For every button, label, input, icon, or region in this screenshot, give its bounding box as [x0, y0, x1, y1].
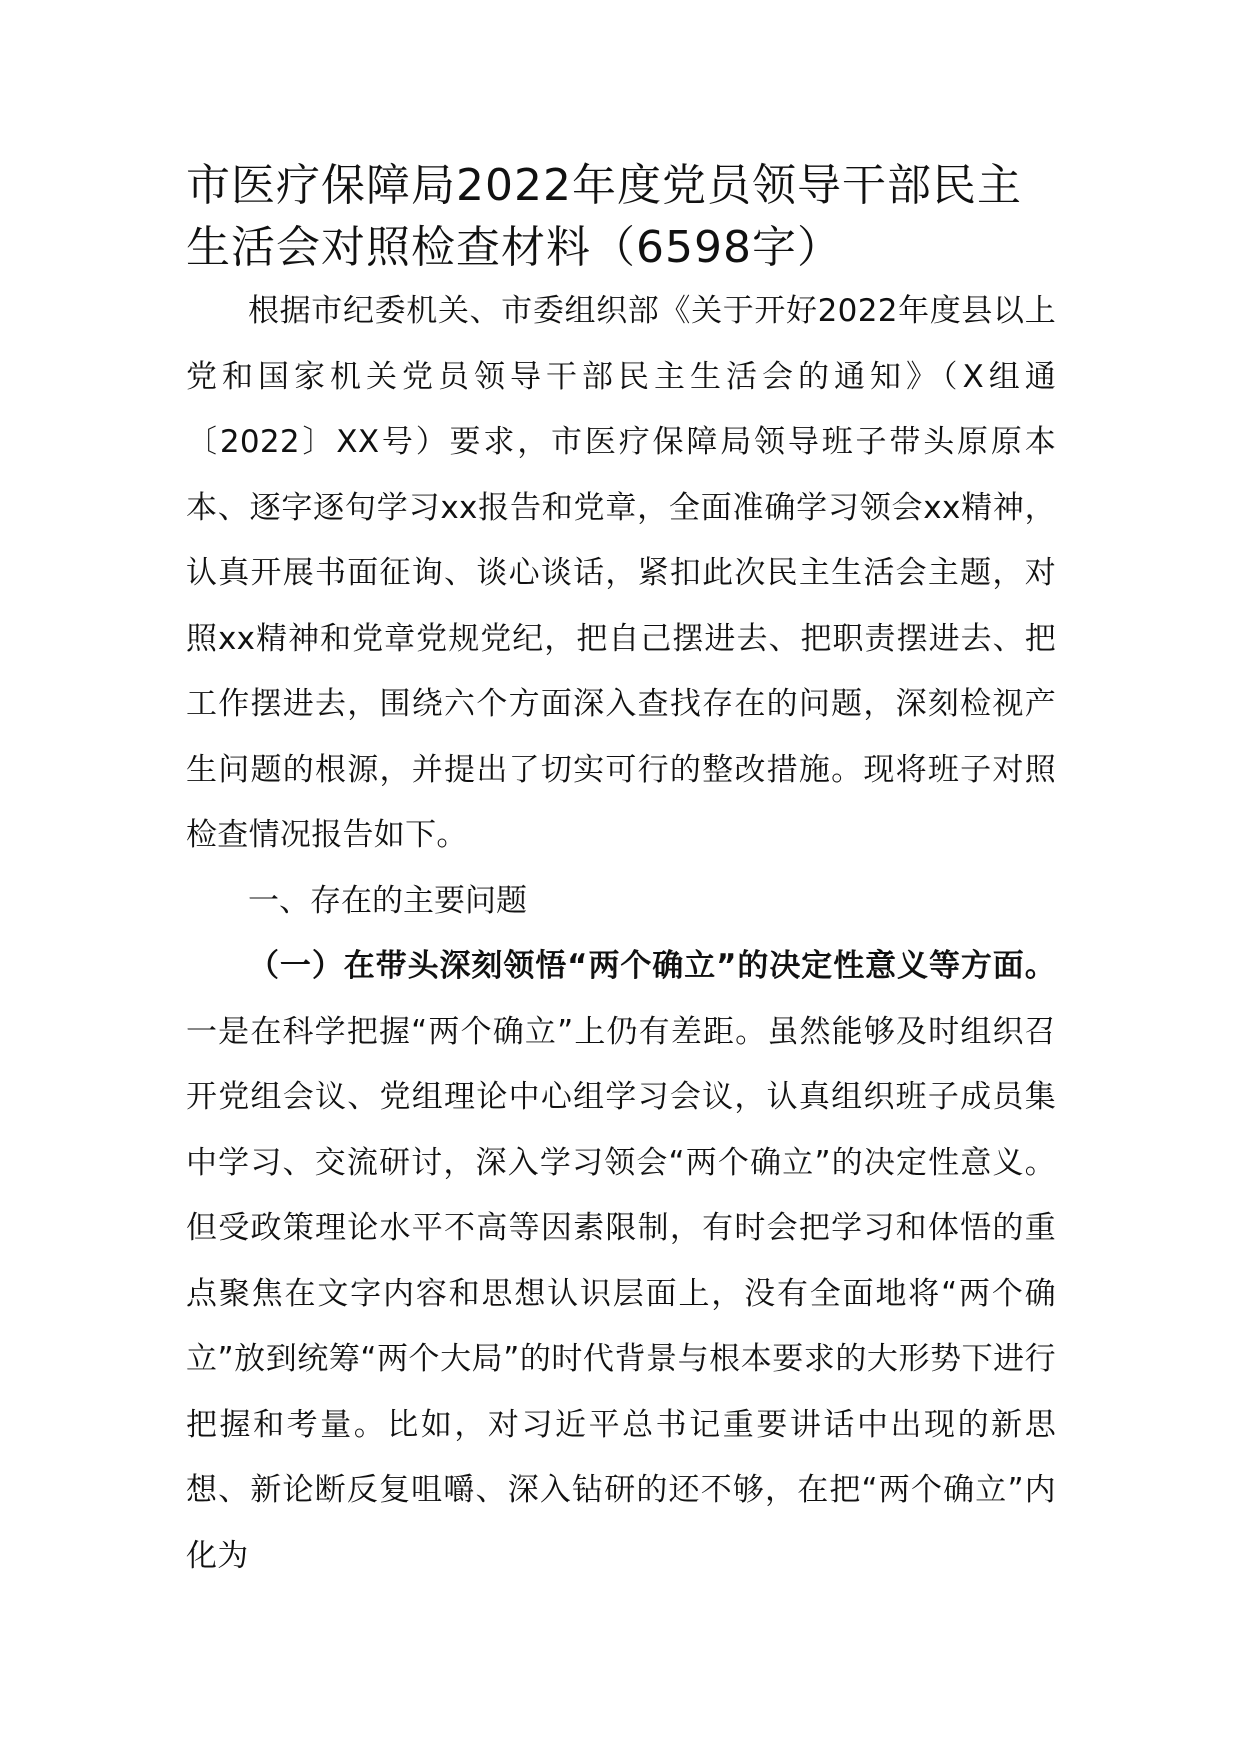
document-title: 市医疗保障局2022年度党员领导干部民主生活会对照检查材料（6598字） [186, 160, 1022, 273]
subsection-heading: （一）在带头深刻领悟“两个确立”的决定性意义等方面。 [248, 948, 1056, 984]
subsection-body: 一是在科学把握“两个确立”上仍有差距。虽然能够及时组织召开党组会议、党组理论中心组学习会议，认真组织班子成员集中学习、交流研讨，深入学习领会“两个确立”的决定性意义。但受政策理论水平不高等因素限制，有时会把学习和体悟的重点聚焦在文字内容和思想认识层面上，没有全面地将“两个确立”放到统筹“两个大局”的时代背景与根本要求的大形势下进行把握和考量。比如，对习近平总书记重要讲话中出现的新思想、新论断反复咀嚼、深入钻研的还不够，在把“两个确立”内化为 [186, 1013, 1056, 1574]
document-content [186, 155, 1056, 1589]
section-heading: 一、存在的主要问题 [248, 882, 527, 919]
subsection-paragraph [186, 934, 1056, 1589]
intro-paragraph: 根据市纪委机关、市委组织部《关于开好2022年度县以上党和国家机关党员领导干部民主生活会的通知》（X组通〔2022〕XX号）要求，市医疗保障局领导班子带头原原本本、逐字逐句学习xx报告和党章，全面准确学习领会xx精神，认真开展书面征询、谈心谈话，紧扣此次民主生活会主题，对照xx精神和党章党规党纪，把自己摆进去、把职责摆进去、把工作摆进去，围绕六个方面深入查找存在的问题，深刻检视产生问题的根源，并提出了切实可行的整改措施。现将班子对照检查情况报告如下。 [186, 293, 1056, 853]
